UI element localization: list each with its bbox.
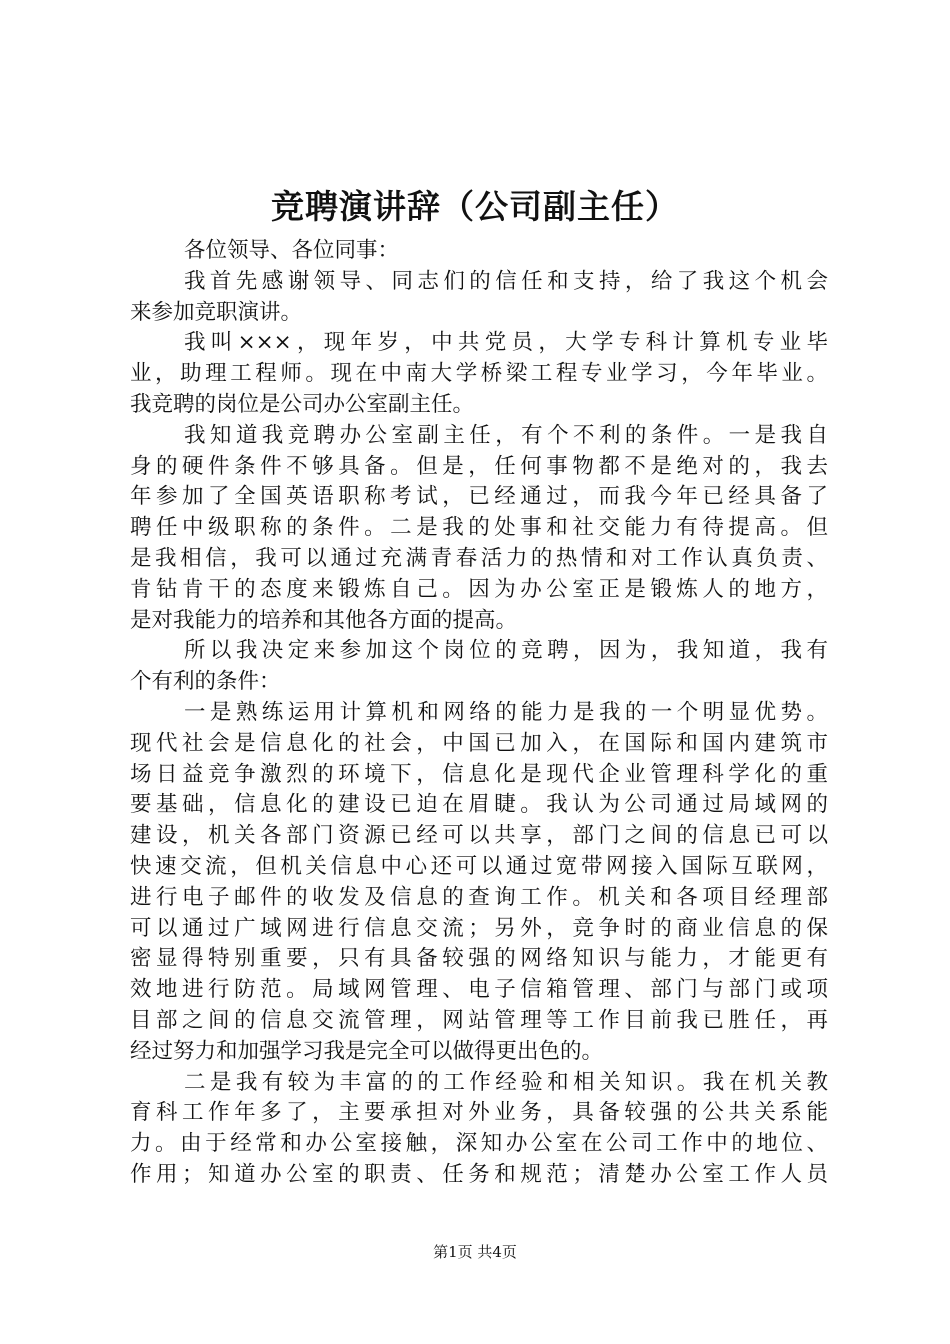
text-line: 力。由于经常和办公室接触，深知办公室在公司工作中的地位、 <box>130 1131 828 1157</box>
text-line: 进行电子邮件的收发及信息的查询工作。机关和各项目经理部 <box>130 884 828 910</box>
text-line: 我竞聘的岗位是公司办公室副主任。 <box>130 391 475 417</box>
text-line: 育科工作年多了，主要承担对外业务，具备较强的公共关系能 <box>130 1100 828 1126</box>
text-line: 二是我有较为丰富的的工作经验和相关知识。我在机关教 <box>184 1069 828 1095</box>
text-line: 要基础，信息化的建设已迫在眉睫。我认为公司通过局域网的 <box>130 792 828 818</box>
text-line: 我叫×××，现年岁，中共党员，大学专科计算机专业毕 <box>184 330 828 356</box>
text-line: 来参加竞职演讲。 <box>130 299 303 325</box>
text-line: 是我相信，我可以通过充满青春活力的热情和对工作认真负责、 <box>130 545 828 571</box>
document-body <box>130 236 828 1191</box>
text-line: 我首先感谢领导、同志们的信任和支持，给了我这个机会 <box>184 268 828 294</box>
salutation-line: 各位领导、各位同事： <box>184 238 400 263</box>
text-line: 密显得特别重要，只有具备较强的网络知识与能力，才能更有 <box>130 946 828 972</box>
text-line: 经过努力和加强学习我是完全可以做得更出色的。 <box>130 1038 604 1064</box>
text-line: 是对我能力的培养和其他各方面的提高。 <box>130 607 518 633</box>
text-line: 聘任中级职称的条件。二是我的处事和社交能力有待提高。但 <box>130 515 828 541</box>
page-number-footer: 第1页 共4页 <box>433 1243 517 1261</box>
text-line: 我知道我竞聘办公室副主任，有个不利的条件。一是我自 <box>184 422 828 448</box>
text-line: 现代社会是信息化的社会，中国已加入，在国际和国内建筑市 <box>130 730 828 756</box>
text-line: 效地进行防范。局域网管理、电子信箱管理、部门与部门或项 <box>130 977 828 1003</box>
text-line: 个有利的条件： <box>130 669 281 695</box>
text-line: 身的硬件条件不够具备。但是，任何事物都不是绝对的，我去 <box>130 453 828 479</box>
text-line: 业，助理工程师。现在中南大学桥梁工程专业学习，今年毕业。 <box>130 361 828 387</box>
text-line: 肯钻肯干的态度来锻炼自己。因为办公室正是锻炼人的地方， <box>130 576 828 602</box>
text-line: 建设，机关各部门资源已经可以共享，部门之间的信息已可以 <box>130 823 828 849</box>
text-line: 可以通过广域网进行信息交流；另外，竞争时的商业信息的保 <box>130 915 828 941</box>
text-line: 目部之间的信息交流管理，网站管理等工作目前我已胜任，再 <box>130 1007 828 1033</box>
document-title: 竞聘演讲辞（公司副主任） <box>271 187 679 226</box>
text-line: 一是熟练运用计算机和网络的能力是我的一个明显优势。 <box>184 699 828 725</box>
text-line: 场日益竞争激烈的环境下，信息化是现代企业管理科学化的重 <box>130 761 828 787</box>
text-line: 所以我决定来参加这个岗位的竞聘，因为，我知道，我有 <box>184 638 828 664</box>
text-line: 作用；知道办公室的职责、任务和规范；清楚办公室工作人员 <box>130 1161 828 1187</box>
text-line: 年参加了全国英语职称考试，已经通过，而我今年已经具备了 <box>130 484 828 510</box>
text-line: 快速交流，但机关信息中心还可以通过宽带网接入国际互联网， <box>130 853 828 879</box>
